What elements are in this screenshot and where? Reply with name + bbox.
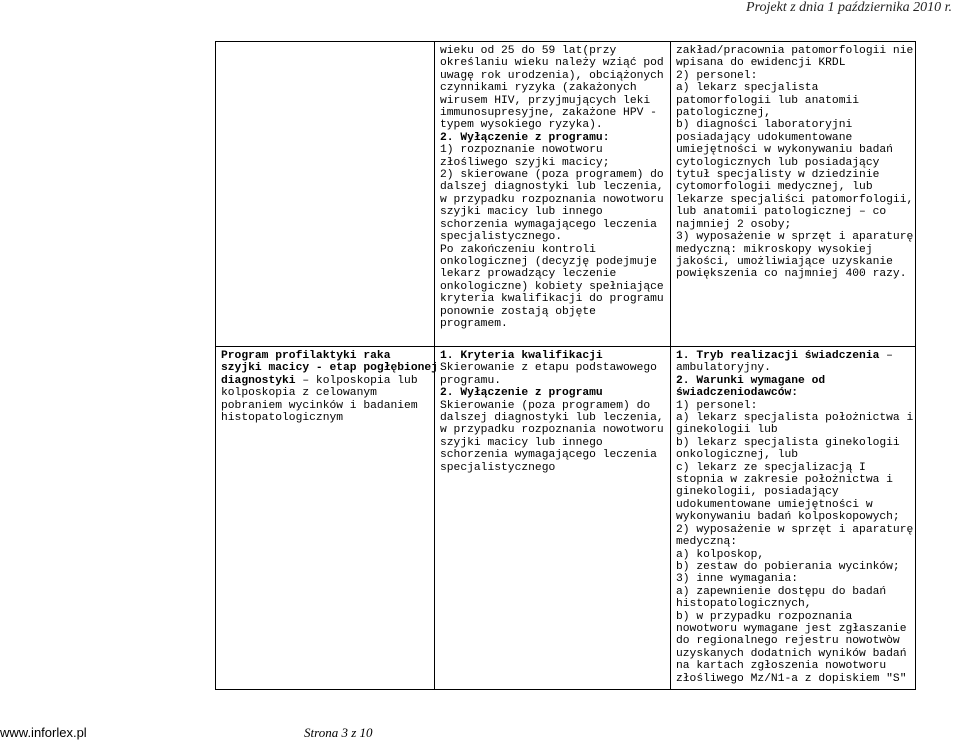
footer-website: www.inforlex.pl bbox=[0, 725, 87, 740]
text-line: ginekologii, posiadający bbox=[676, 486, 839, 499]
text-line: lekarze specjaliści patomorfologii, bbox=[676, 193, 914, 206]
text-line: ponownie zostają objęte bbox=[440, 305, 596, 318]
text-line: wieku od 25 do 59 lat(przy bbox=[440, 45, 617, 57]
text-line: 1) rozpoznanie nowotworu bbox=[440, 144, 603, 157]
text-line: specjalistycznego bbox=[440, 461, 556, 474]
text-line: medyczną: bbox=[676, 536, 738, 549]
cell-beneficiaries bbox=[435, 42, 671, 347]
text-line: szyjki macicy lub innego bbox=[440, 206, 603, 219]
text-line: w przypadku rozpoznania nowotworu bbox=[440, 193, 664, 206]
text-line: uwagę rok urodzenia), obciążonych bbox=[440, 69, 664, 82]
table-row bbox=[216, 42, 916, 347]
text-line: 1) personel: bbox=[676, 399, 758, 412]
text-line: b) lekarz specjalista ginekologii bbox=[676, 436, 900, 449]
text-line: a) lekarz specjalista bbox=[676, 82, 819, 95]
text-line: szyjki macicy - etap pogłębionej bbox=[221, 362, 438, 375]
text-line: wirusem HIV, przyjmujących leki bbox=[440, 94, 651, 107]
text-line: udokumentowane umiejętności w bbox=[676, 498, 873, 511]
page-header-title: Projekt z dnia 1 października 2010 r. bbox=[746, 0, 952, 15]
text-line: b) diagności laboratoryjni bbox=[676, 119, 853, 132]
text-line: b) zestaw do pobierania wycinków; bbox=[676, 560, 900, 573]
text-line: zakład/pracownia patomorfologii nie bbox=[676, 45, 914, 57]
text-line: dalszej diagnostyki lub leczenia, bbox=[440, 412, 664, 425]
text-line: patologicznej, bbox=[676, 107, 771, 120]
text-line: medyczną: mikroskopy wysokiej bbox=[676, 243, 873, 256]
cell-provider-requirements bbox=[671, 42, 916, 347]
text-line: schorzenia wymagającego leczenia bbox=[440, 449, 657, 462]
text-line: 2. Wyłączenie z programu bbox=[440, 387, 603, 400]
text-line: w przypadku rozpoznania nowotworu bbox=[440, 424, 664, 437]
text-line: do regionalnego rejestru nowotwòw bbox=[676, 635, 900, 648]
text-line: nowotworu wymagane jest zgłaszanie bbox=[676, 622, 907, 635]
text-line: jakości, umożliwiające uzyskanie bbox=[676, 255, 893, 268]
text-line: onkologicznej (decyzję podejmuje bbox=[440, 255, 657, 268]
text-line: umiejętności w wykonywaniu badań bbox=[676, 144, 893, 157]
text-line: pobraniem wycinków i badaniem bbox=[221, 399, 418, 412]
text-line: 2. Warunki wymagane od bbox=[676, 374, 826, 387]
text-line: histopatologicznym bbox=[221, 412, 344, 425]
text-line: a) zapewnienie dostępu do badań bbox=[676, 585, 887, 598]
text-line: schorzenia wymagającego leczenia bbox=[440, 218, 657, 231]
text-line: 2) personel: bbox=[676, 69, 758, 82]
text-line: patomorfologii lub anatomii bbox=[676, 94, 860, 107]
text-line: uzyskanych dodatnich wyników badań bbox=[676, 647, 907, 660]
text-line: czynnikami ryzyka (zakażonych bbox=[440, 82, 637, 95]
text-line: lub anatomii patologicznej – co bbox=[676, 206, 887, 219]
cell-program-name bbox=[216, 42, 435, 347]
text-line: 2) wyposażenie w sprzęt i aparaturę bbox=[676, 523, 914, 536]
text-line: programem. bbox=[440, 317, 508, 330]
text-line: 2) skierowane (poza programem) do bbox=[440, 169, 664, 182]
text-line: Program profilaktyki raka bbox=[221, 350, 391, 362]
text-line: 2. Wyłączenie z programu: bbox=[440, 131, 610, 144]
text-line: kolposkopia z celowanym bbox=[221, 387, 377, 400]
text-line: określaniu wieku należy wziąć pod bbox=[440, 57, 664, 70]
text-line: posiadający udokumentowane bbox=[676, 131, 853, 144]
text-line: cytomorfologii medycznej, lub bbox=[676, 181, 873, 194]
text-line: cytologicznych lub posiadający bbox=[676, 156, 880, 169]
text-line: typem wysokiego ryzyka). bbox=[440, 119, 603, 132]
table-row bbox=[216, 347, 916, 690]
text-line: histopatologicznych, bbox=[676, 598, 812, 611]
footer-page-number: Strona 3 z 10 bbox=[304, 725, 373, 740]
text-line: ginekologii lub bbox=[676, 424, 778, 437]
text-line: na kartach zgłoszenia nowotworu bbox=[676, 660, 887, 673]
text-line: stopnia w zakresie położnictwa i bbox=[676, 474, 893, 487]
text-line: a) lekarz specjalista położnictwa i bbox=[676, 412, 914, 425]
text-line: Skierowanie (poza programem) do bbox=[440, 399, 651, 412]
cell-provider-requirements bbox=[671, 347, 916, 690]
text-line: onkologiczne) kobiety spełniające bbox=[440, 280, 664, 293]
text-line: diagnostyki – kolposkopia lub bbox=[221, 374, 418, 387]
text-line: wpisana do ewidencji KRDL bbox=[676, 57, 846, 70]
text-line: 1. Kryteria kwalifikacji bbox=[440, 350, 603, 362]
text-line: szyjki macicy lub innego bbox=[440, 436, 603, 449]
text-line: najmniej 2 osoby; bbox=[676, 218, 792, 231]
text-line: lekarz prowadzący leczenie bbox=[440, 268, 617, 281]
text-line: 1. Tryb realizacji świadczenia – bbox=[676, 350, 893, 362]
program-table bbox=[215, 41, 916, 690]
cell-beneficiaries bbox=[435, 347, 671, 690]
text-line: 3) inne wymagania: bbox=[676, 573, 799, 586]
text-line: b) w przypadku rozpoznania bbox=[676, 610, 853, 623]
text-line: specjalistycznego. bbox=[440, 231, 563, 244]
text-line: dalszej diagnostyki lub leczenia, bbox=[440, 181, 664, 194]
text-line: Po zakończeniu kontroli bbox=[440, 243, 596, 256]
text-line: złośliwego szyjki macicy; bbox=[440, 156, 610, 169]
text-line: Skierowanie z etapu podstawowego bbox=[440, 362, 657, 375]
text-line: złośliwego Mz/N1-a z dopiskiem "S" bbox=[676, 672, 907, 685]
text-line: świadczeniodawców: bbox=[676, 387, 799, 400]
text-line: ambulatoryjny. bbox=[676, 362, 771, 375]
text-line: c) lekarz ze specjalizacją I bbox=[676, 461, 866, 474]
text-line: a) kolposkop, bbox=[676, 548, 765, 561]
text-line: programu. bbox=[440, 374, 502, 387]
text-line: 3) wyposażenie w sprzęt i aparaturę bbox=[676, 231, 914, 244]
text-line: tytuł specjalisty w dziedzinie bbox=[676, 169, 880, 182]
cell-program-name bbox=[216, 347, 438, 690]
text-line: immunosupresyjne, zakażone HPV - bbox=[440, 107, 657, 120]
text-line: wykonywaniu badań kolposkopowych; bbox=[676, 511, 900, 524]
text-line: kryteria kwalifikacji do programu bbox=[440, 293, 664, 306]
text-line: powiększenia co najmniej 400 razy. bbox=[676, 268, 907, 281]
text-line: onkologicznej, lub bbox=[676, 449, 799, 462]
